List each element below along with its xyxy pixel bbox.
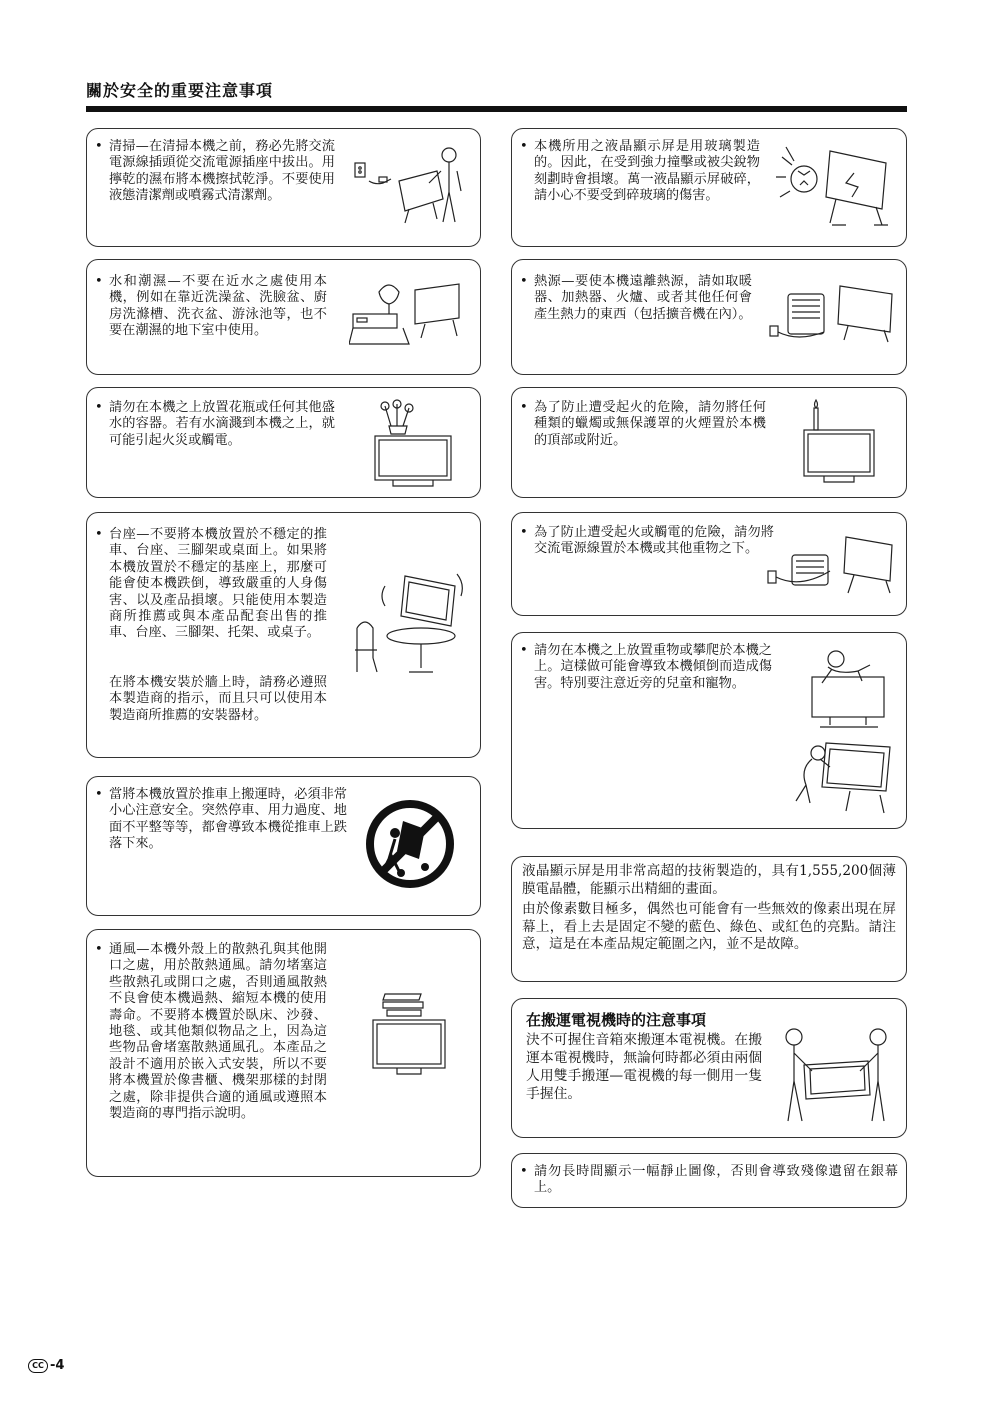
page-number-text: -4 [50, 1358, 65, 1373]
pixel-notice-text-1: 液晶顯示屏是用非常高超的技術製造的，具有1,555,200個薄膜電晶體，能顯示出精細的畫面。 [522, 863, 896, 897]
water-text: 水和潮濕—不要在近水之處使用本機，例如在靠近洗澡盆、洗臉盆、廚房洗滌槽、洗衣盆、游泳池等，也不要在潮濕的地下室中使用。 [109, 274, 327, 339]
cart-warning-icon [365, 799, 455, 889]
caution-cart: • 當將本機放置於推車上搬運時，必須非常小心注意安全。突然停車、用力過度、地面不平整等等，都會導致本機從推車上跌落下來。 [86, 776, 481, 916]
page-title: 關於安全的重要注意事項 [86, 81, 274, 100]
caution-climb: • 請勿在本機之上放置重物或攀爬於本機之上。這樣做可能會導致本機傾倒而造成傷害。特別要注意近旁的兒童和寵物。 [511, 632, 907, 829]
vase-text: 請勿在本機之上放置花瓶或任何其他盛水的容器。若有水滴濺到本機之上，就可能引起火災或觸電。 [109, 400, 335, 448]
climb-text: 請勿在本機之上放置重物或攀爬於本機之上。這樣做可能會導致本機傾倒而造成傷害。特別要注意近旁的兒童和寵物。 [534, 643, 772, 691]
caution-cleaning: • 清掃—在清掃本機之前，務必先將交流電源線插頭從交流電源插座中拔出。用擰乾的濕布將本機擦拭乾淨。不要使用液態清潔劑或噴霧式清潔劑。 [86, 128, 481, 247]
pixel-notice [511, 856, 907, 982]
caution-ventilation: • 通風—本機外殼上的散熱孔與其他開口之處，用於散熱通風。請勿堵塞這些散熱孔或開口之處，否則通風散熱不良會使本機過熱、縮短本機的使用壽命。不要將本機置於臥床、沙發、地毯、或其他類似物品之上，因為這些物品會堵塞散熱通風孔。本產品之設計不適用於嵌入式安裝，所以不要將本機置於像書櫃、機架那樣的封閉之處，除非提供合適的通風或遵照本製造商的專門指示說明。 [86, 929, 481, 1177]
still-image-text: 請勿長時間顯示一幅靜止圖像，否則會導致殘像遺留在銀幕上。 [534, 1164, 898, 1196]
cord-illustration [764, 531, 898, 605]
glass-text: 本機所用之液晶顯示屏是用玻璃製造的。因此，在受到強力撞擊或被尖銳物刻劃時會損壞。萬一液晶顯示屏破碎，請小心不要受到碎玻璃的傷害。 [534, 139, 760, 204]
caution-vase: • 請勿在本機之上放置花瓶或任何其他盛水的容器。若有水滴濺到本機之上，就可能引起火災或觸電。 [86, 387, 481, 498]
cleaning-text: 清掃—在清掃本機之前，務必先將交流電源線插頭從交流電源插座中拔出。用擰乾的濕布將本機擦拭乾淨。不要使用液態清潔劑或噴霧式清潔劑。 [109, 139, 335, 204]
carry-text: 決不可握住音箱來搬運本電視機。在搬運本電視機時，無論何時都必須由兩個人用雙手搬運—電視機的每一側用一隻手握住。 [526, 1032, 762, 1102]
child-climbing-illustration [802, 647, 890, 731]
caution-power-cord: • 為了防止遭受起火或觸電的危險，請勿將交流電源線置於本機或其他重物之下。 [511, 512, 907, 616]
cart-text: 當將本機放置於推車上搬運時，必須非常小心注意安全。突然停車、用力過度、地面不平整等等，都會導致本機從推車上跌落下來。 [109, 787, 347, 852]
candle-text: 為了防止遭受起火的危險，請勿將任何種類的蠟燭或無保護罩的火煙置於本機的頂部或附近。 [534, 400, 766, 448]
dog-climbing-illustration [790, 737, 894, 817]
carry-title: 在搬運電視機時的注意事項 [526, 1011, 707, 1029]
ventilation-illustration [369, 990, 449, 1080]
caution-candle: • 為了防止遭受起火的危險，請勿將任何種類的蠟燭或無保護罩的火煙置於本機的頂部或附近。 [511, 387, 907, 498]
pixel-notice-text-2: 由於像素數目極多，偶然也可能會有一些無效的像素出現在屏幕上，看上去是固定不變的藍色、綠色、或紅色的亮點。請注意，這是在本產品規定範圍之內，並不是故障。 [522, 901, 896, 952]
caution-glass: • 本機所用之液晶顯示屏是用玻璃製造的。因此，在受到強力撞擊或被尖銳物刻劃時會損壞。萬一液晶顯示屏破碎，請小心不要受到碎玻璃的傷害。 [511, 128, 907, 247]
water-illustration [349, 278, 469, 348]
heat-text: 熱源—要使本機遠離熱源，請如取暖器、加熱器、火爐、或者其他任何會產生熱力的東西（包括擴音機在內）。 [534, 274, 752, 322]
title-rule [86, 106, 907, 112]
cleaning-illustration [349, 141, 469, 233]
caution-heat: • 熱源—要使本機遠離熱源，請如取暖器、加熱器、火爐、或者其他任何會產生熱力的東西（包括擴音機在內）。 [511, 259, 907, 375]
carry-precautions [511, 998, 907, 1138]
page-number [28, 1358, 64, 1373]
caution-water: • 水和潮濕—不要在近水之處使用本機，例如在靠近洗澡盆、洗臉盆、廚房洗滌槽、洗衣盆、游泳池等，也不要在潮濕的地下室中使用。 [86, 259, 481, 375]
caution-still-image: • 請勿長時間顯示一幅靜止圖像，否則會導致殘像遺留在銀幕上。 [511, 1153, 907, 1208]
glass-illustration [770, 137, 896, 235]
stand-text: 台座—不要將本機放置於不穩定的推車、台座、三腳架或桌面上。如果將本機放置於不穩定的基座上，那麼可能會使本機跌倒，導致嚴重的人身傷害、以及產品損壞。只能使用本製造商所推薦或與本產品配套出售的推車、台座、三腳架、托架、或桌子。 [109, 527, 327, 641]
candle-illustration [802, 396, 876, 492]
wall-mount-text: 在將本機安裝於牆上時，請務必遵照本製造商的指示，而且只可以使用本製造商所推薦的安裝器材。 [109, 675, 327, 723]
unstable-stand-illustration [345, 568, 473, 678]
heater-illustration [764, 280, 898, 346]
ventilation-text: 通風—本機外殼上的散熱孔與其他開口之處，用於散熱通風。請勿堵塞這些散熱孔或開口之處，否則通風散熱不良會使本機過熱、縮短本機的使用壽命。不要將本機置於臥床、沙發、地毯、或其他類似物品之上，因為這些物品會堵塞散熱通風孔。本產品之設計不適用於嵌入式安裝，所以不要將本機置於像書櫃、機架那樣的封閉之處，除非提供合適的通風或遵照本製造商的專門指示說明。 [109, 942, 327, 1122]
cord-text: 為了防止遭受起火或觸電的危險，請勿將交流電源線置於本機或其他重物之下。 [534, 525, 774, 557]
two-person-carry-illustration [774, 1021, 898, 1125]
language-badge: CC [28, 1359, 48, 1373]
vase-illustration [371, 396, 461, 492]
caution-stand: • 台座—不要將本機放置於不穩定的推車、台座、三腳架或桌面上。如果將本機放置於不穩定的基座上，那麼可能會使本機跌倒，導致嚴重的人身傷害、以及產品損壞。只能使用本製造商所推薦或與本產品配套出售的推車、台座、三腳架、托架、或桌子。 在將本機安裝於牆上時，請務必遵照本製造商的指示，而且只可以使用本製造商所推薦的安裝器材。 [86, 512, 481, 758]
